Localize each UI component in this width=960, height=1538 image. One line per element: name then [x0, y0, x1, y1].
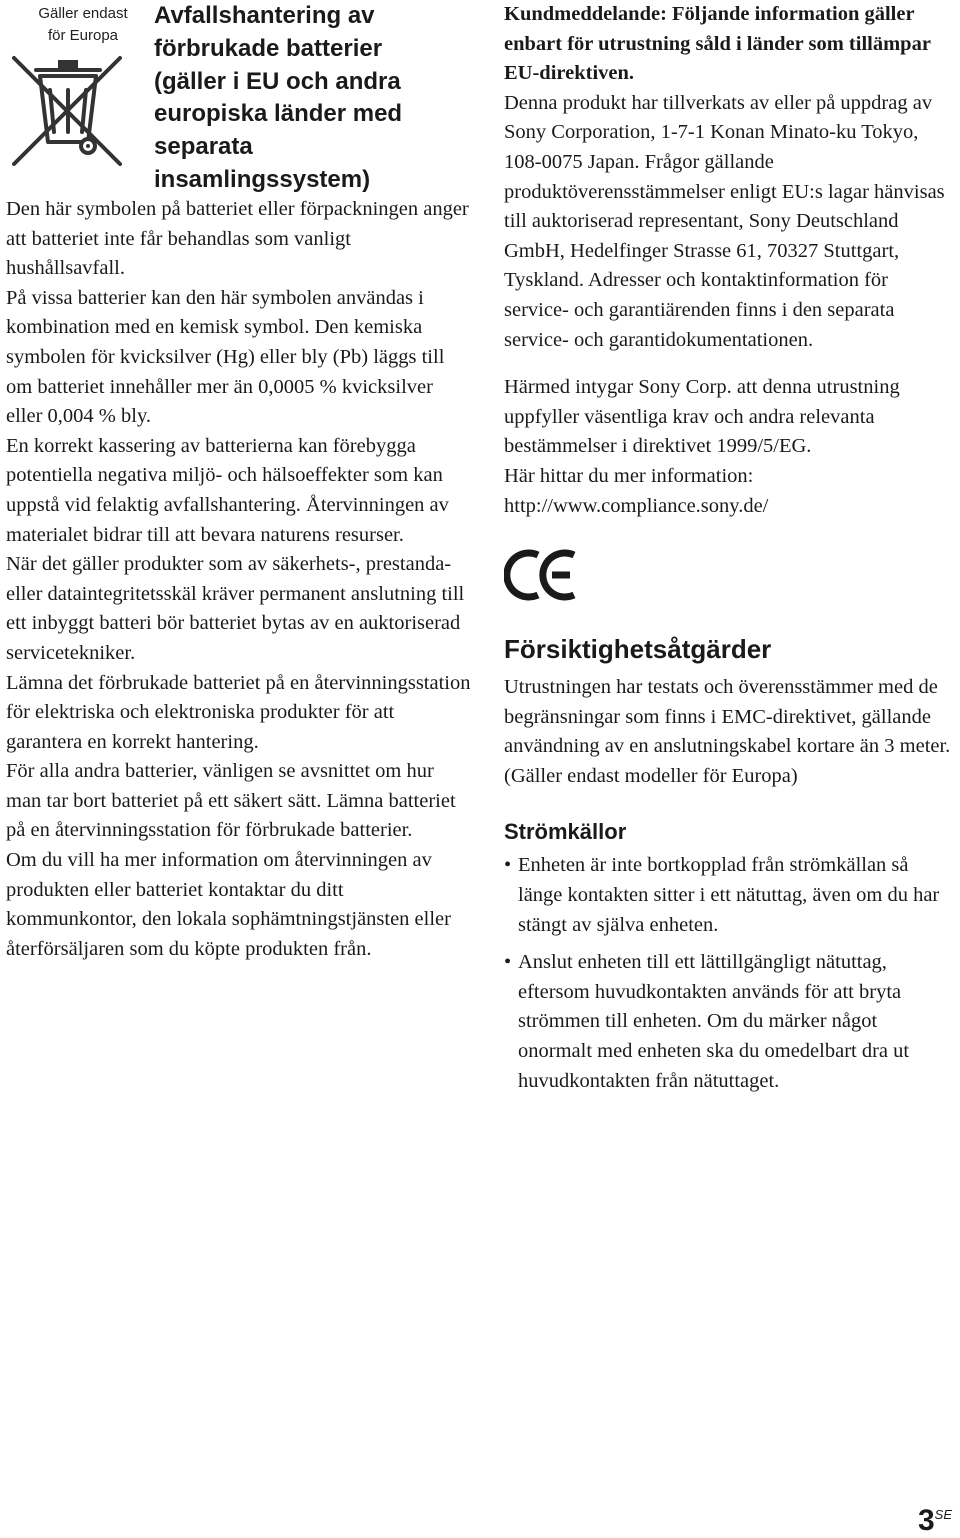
- right-column: [504, 0, 954, 1104]
- declaration-text: Härmed intygar Sony Corp. att denna utrustning uppfyller väsentliga krav och andra relevanta bestämmelser i direktivet 1999/5/EG.: [504, 376, 900, 458]
- bullet-icon: •: [504, 854, 512, 877]
- list-item-text: Anslut enheten till ett lättillgängligt nätuttag, eftersom huvudkontakten används för att bryta strömmen till enheten. Om du märker något onormalt med enheten ska du omedelbart dra ut huvudkontakten från nätuttaget.: [518, 951, 910, 1092]
- power-sources-list: [504, 851, 954, 1096]
- page-language-code: SE: [934, 1507, 952, 1522]
- crossed-out-wheeled-bin-icon: [8, 50, 126, 172]
- battery-disposal-body: [6, 195, 472, 964]
- power-sources-heading: Strömkällor: [504, 819, 627, 845]
- precautions-heading: Försiktighetsåtgärder: [504, 634, 772, 665]
- precautions-text: Utrustningen har testats och överensstämmer med de begränsningar som finns i EMC-direktivet, gällande användning av en anslutningskabel kortare än 3 meter. (Gäller endast modeller för Europa): [504, 676, 951, 787]
- paragraph-correct-disposal: En korrekt kassering av batterierna kan förebygga potentiella negativa miljö- och hälsoeffekter som kan uppstå vid felaktig avfallshantering. Återvinningen av materialet bidrar till att bevara naturens resurser.: [6, 434, 449, 546]
- list-item: [504, 948, 954, 1096]
- paragraph-symbol-meaning: Den här symbolen på batteriet eller förpackningen anger att batteriet inte får behandlas som vanligt hushållsavfall.: [6, 198, 469, 280]
- customer-notice-text: Denna produkt har tillverkats av eller på uppdrag av Sony Corporation, 1-7-1 Konan Minato-ku Tokyo, 108-0075 Japan. Frågor gällande produktöverensstämmelser enligt EU:s lagar hänvisas till auktoriserad representant, Sony Deutschland GmbH, Hedelfinger Strasse 61, 70327 Stuttgart, Tyskland. Adresser och kontaktinformation för service- och garantiärenden finns i den separata service- och garantidokumentationen.: [504, 91, 945, 351]
- compliance-url[interactable]: http://www.compliance.sony.de/: [504, 494, 769, 517]
- customer-notice-heading: Kundmeddelande: Följande information gäller enbart för utrustning såld i länder som tillämpar EU-direktiven.: [504, 3, 931, 85]
- paragraph-built-in-battery: När det gäller produkter som av säkerhets-, prestanda- eller dataintegritetsskäl kräver permanent anslutning till ett inbyggt batteri bör batteriet bytas av en auktoriserad servicetekniker.: [6, 553, 465, 664]
- paragraph-recycling-station: Lämna det förbrukade batteriet på en återvinningsstation för elektriska och elektroniska produkter för att garantera en korrekt hantering.: [6, 671, 471, 753]
- paragraph-other-batteries: För alla andra batterier, vänligen se avsnittet om hur man tar bort batteriet på ett säkert sätt. Lämna batteriet på en återvinningsstation för förbrukade batterier.: [6, 760, 456, 842]
- list-item-text: Enheten är inte bortkopplad från strömkällan så länge kontakten sitter i ett nätuttag, även om du har stängt av själva enheten.: [518, 854, 940, 936]
- list-item: [504, 851, 954, 940]
- battery-disposal-title: Avfallshantering av förbrukade batterier (gäller i EU och andra europiska länder med separata insamlingssystem): [154, 2, 403, 193]
- ce-mark-icon: [504, 547, 580, 603]
- paragraph-chemical-symbol: På vissa batterier kan den här symbolen användas i kombination med en kemisk symbol. Den kemiska symbolen för kvicksilver (Hg) eller bly (Pb) läggs till om batteriet innehåller mer än 0,0005 % kvicksilver eller 0,004 % bly.: [6, 286, 445, 428]
- paragraph-more-information: Om du vill ha mer information om återvinningen av produkten eller batteriet kontaktar du ditt kommunkontor, den lokala sophämtningstjänsten eller återförsäljaren som du köpte produkten från.: [6, 849, 451, 960]
- page-number: [918, 1498, 952, 1538]
- europe-only-note: Gäller endast för Europa: [38, 5, 128, 44]
- page-number-value: 3: [917, 1504, 935, 1537]
- bullet-icon: •: [504, 951, 512, 974]
- ce-mark-text: CE: [504, 547, 506, 549]
- more-info-label: Här hittar du mer information:: [504, 464, 754, 487]
